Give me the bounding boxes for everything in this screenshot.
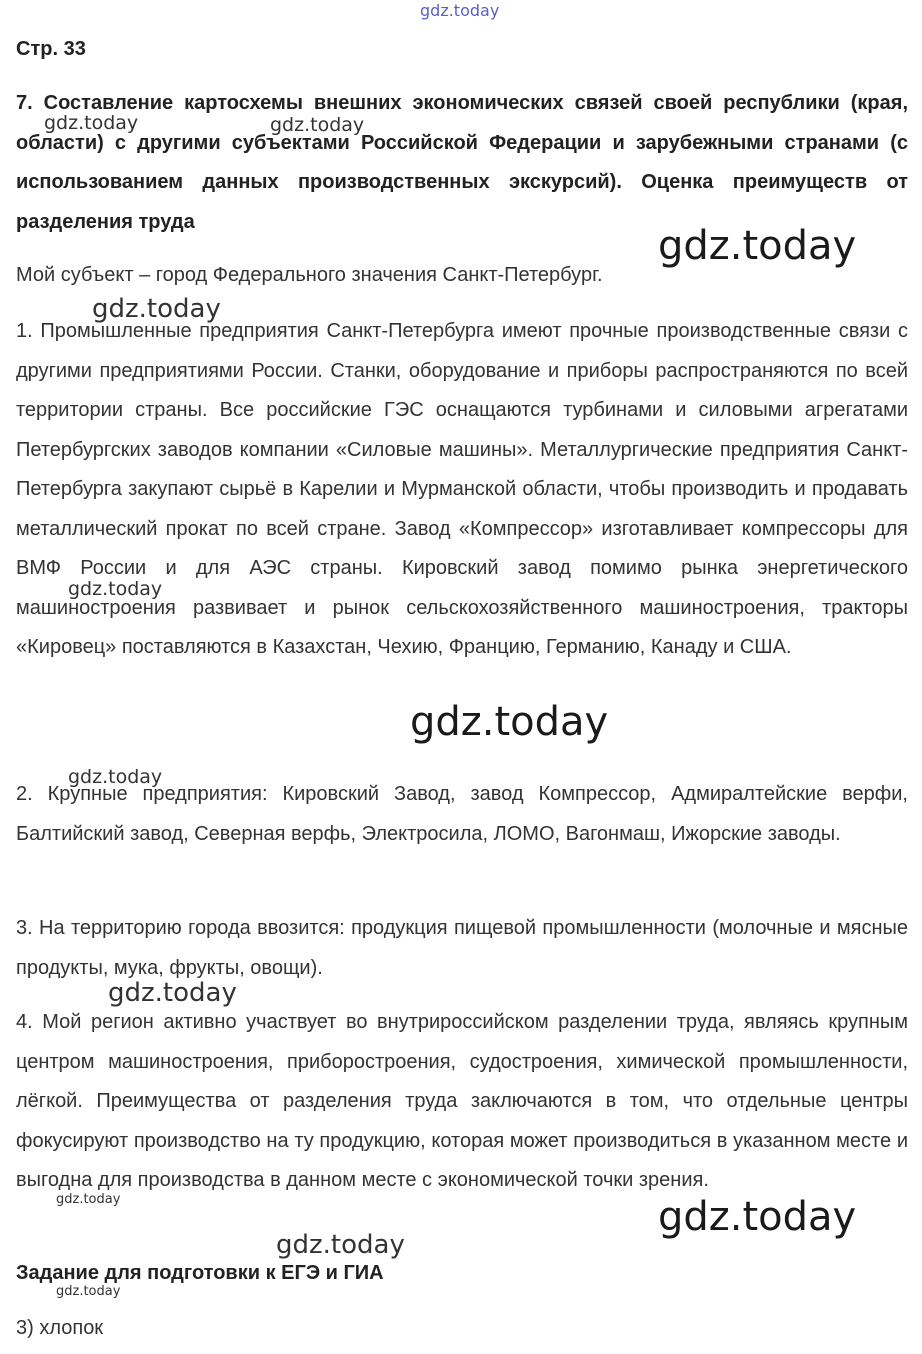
- watermark: gdz.today: [410, 699, 609, 745]
- watermark: gdz.today: [68, 578, 163, 600]
- watermark: gdz.today: [108, 978, 237, 1008]
- paragraph-4: 4. Мой регион активно участвует во внутрироссийском разделении труда, являясь крупным центром машиностроения, приборостроения, судостроения, химической промышленности, лёгкой. Преимущества от разделения труда заключаются в том, что отдельные центры фокусируют производство на ту продукцию, которая может производиться в указанном месте и выгодна для производства в данном месте с экономической точки зрения.: [16, 1011, 908, 1191]
- watermark: gdz.today: [56, 1192, 121, 1207]
- paragraph-3: 3. На территорию города ввозится: продукция пищевой промышленности (молочные и мясные продукты, мука, фрукты, овощи).: [16, 917, 908, 979]
- watermark: gdz.today: [44, 112, 139, 134]
- watermark: gdz.today: [420, 1, 500, 20]
- watermark: gdz.today: [68, 766, 163, 788]
- exam-task-title: Задание для подготовки к ЕГЭ и ГИА: [16, 1262, 384, 1284]
- watermark: gdz.today: [276, 1230, 405, 1260]
- paragraph-1: 1. Промышленные предприятия Санкт-Петербурга имеют прочные производственные связи с другими предприятиями России. Станки, оборудование и приборы распространяются по всей территории страны. Все российские ГЭС оснащаются турбинами и силовыми агрегатами Петербургских заводов компании «Силовые машины». Металлургические предприятия Санкт-Петербурга закупают сырьё в Карелии и Мурманской области, чтобы производить и продавать металлический прокат по всей стране. Завод «Компрессор» изготавливает компрессоры для ВМФ России и для АЭС страны. Кировский завод помимо рынка энергетического машиностроения развивает и рынок сельскохозяйственного машиностроения, тракторы «Кировец» поставляются в Казахстан, Чехию, Францию, Германию, Канаду и США.: [16, 320, 908, 658]
- watermark: gdz.today: [658, 223, 857, 269]
- watermark: gdz.today: [658, 1194, 857, 1240]
- paragraph-subject: Мой субъект – город Федерального значения Санкт-Петербург.: [16, 264, 603, 286]
- watermark: gdz.today: [92, 294, 221, 324]
- exam-answer: 3) хлопок: [16, 1317, 104, 1339]
- task-title: 7. Составление картосхемы внешних экономических связей своей республики (края, области) с другими субъектами Российской Федерации и зарубежными странами (с использованием данных производственных экскурсий). Оценка преимуществ от разделения труда: [16, 92, 908, 233]
- page-number: Стр. 33: [16, 38, 86, 60]
- watermark: gdz.today: [270, 114, 365, 136]
- watermark: gdz.today: [56, 1284, 121, 1299]
- paragraph-2: 2. Крупные предприятия: Кировский Завод, завод Компрессор, Адмиралтейские верфи, Балтийский завод, Северная верфь, Электросила, ЛОМО, Вагонмаш, Ижорские заводы.: [16, 783, 908, 845]
